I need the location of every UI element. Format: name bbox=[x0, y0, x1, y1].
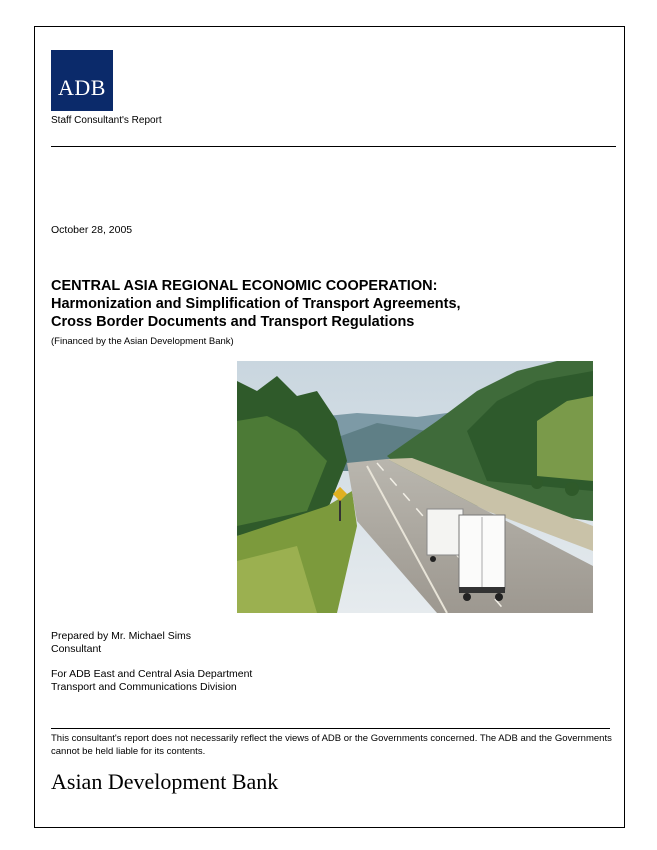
report-title bbox=[51, 277, 611, 331]
division-name: Transport and Communications Division bbox=[51, 681, 237, 693]
prepared-by-role: Consultant bbox=[51, 643, 102, 655]
title-line-2: Harmonization and Simplification of Transport Agreements, bbox=[51, 296, 461, 312]
prepared-by bbox=[51, 630, 191, 656]
title-line-1: CENTRAL ASIA REGIONAL ECONOMIC COOPERATION: bbox=[51, 278, 438, 294]
report-type: Staff Consultant's Report bbox=[51, 115, 162, 126]
highway-truck-photo bbox=[237, 361, 593, 613]
prepared-by-name: Prepared by Mr. Michael Sims bbox=[51, 630, 192, 642]
footer-divider bbox=[51, 728, 610, 729]
financed-note: (Financed by the Asian Development Bank) bbox=[51, 336, 234, 347]
logo-text: ADB bbox=[58, 75, 106, 100]
header-divider bbox=[51, 146, 616, 147]
disclaimer: This consultant's report does not necessarily reflect the views of ADB or the Governments concerned. The ADB and the Governments cannot be held liable for its contents. bbox=[51, 733, 612, 757]
department-name: For ADB East and Central Asia Department bbox=[51, 668, 253, 680]
bank-name: Asian Development Bank bbox=[51, 769, 279, 794]
adb-logo bbox=[51, 50, 113, 111]
title-line-3: Cross Border Documents and Transport Regulations bbox=[51, 314, 415, 330]
department-info bbox=[51, 668, 252, 694]
report-date: October 28, 2005 bbox=[51, 224, 133, 236]
